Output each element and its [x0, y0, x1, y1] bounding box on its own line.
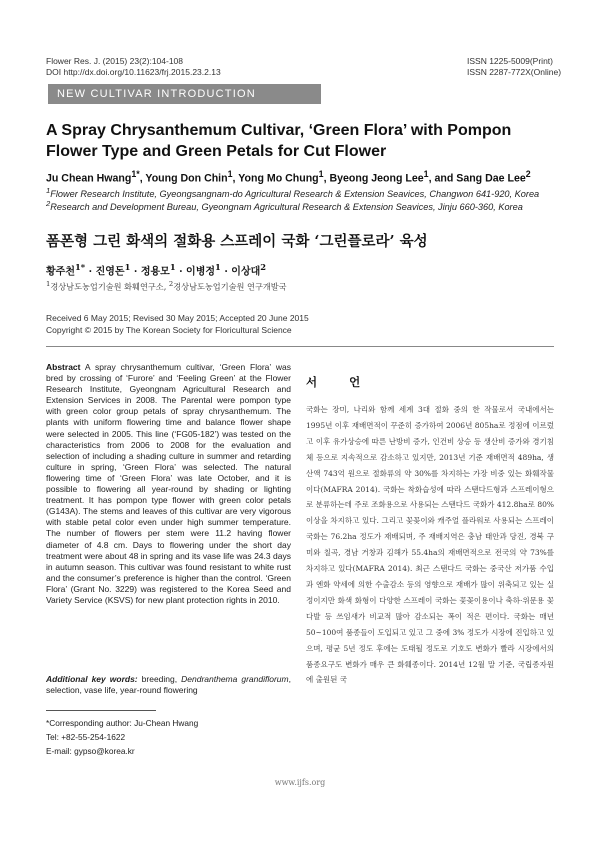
author-list: Ju Chean Hwang$^{1*}$, Young Don Chin$^1$, Yong Mo Chung$^1$, Byeong Jeong Lee$^1$, and Sang Dae Lee$^2$ — [46, 169, 531, 185]
korean-title: 폼폰형 그린 화색의 절화용 스프레이 국화 ‘그린플로라’ 육성 — [46, 233, 428, 250]
author-affiliation-mark: 1 — [423, 169, 429, 179]
introduction-heading: 서 언 — [306, 375, 375, 389]
corresponding-author-footnote — [46, 716, 198, 758]
affiliation-2: $^2$Research and Development Bureau, Gyeongnam Agricultural Research & Extension Seavices, Jinju 660-360, Korea — [46, 199, 523, 213]
author-name: Yong Mo Chung — [238, 172, 319, 185]
received-revised-accepted: Received 6 May 2015; Revised 30 May 2015; Accepted 20 June 2015 — [46, 313, 309, 323]
additional-keywords: Additional key words: breeding, Dendranthema grandiflorum, selection, vase life, year-round flowering — [46, 674, 291, 696]
affiliation-1: $^1$Flower Research Institute, Gyeongsangnam-do Agricultural Research & Extension Seavices, Changwon 641-920, Korea — [46, 186, 540, 200]
journal-website[interactable]: www.ijfs.org — [274, 778, 326, 787]
corresponding-author: *Corresponding author: Ju-Chean Hwang — [46, 718, 199, 728]
header-divider — [46, 346, 554, 347]
journal-reference: Flower Res. J. (2015) 23(2):104-108 — [46, 56, 184, 66]
abstract — [46, 362, 291, 606]
author-name: Sang Dae Lee — [456, 172, 526, 185]
introduction-body: 국화는 장미, 나리와 함께 세계 3대 절화 중의 한 작물로서 국내에서는 1995년 이후 재배면적이 꾸준히 증가하여 2006년 805ha로 정점에 이르렀고 이후 유가상승에 따른 난방비 증가, 인건비 상승 등 생산비 증가와 경기침체 등으로 지속적으로 감소하고 있지만, 2013년 기준 재배면적 489ha, 생산액 743억 원으로 절화류의 약 30%를 차지하는 가장 비중 있는 화훼작물이다(MAFRA 2014). 국화는 착화습성에 따라 스탠다드형과 스프레이형으로 분류하는데 주로 조화용으로 사용되는 스탠다드 국화가 412.8ha로 80% 이상을 차지하고 있다. 그리고 꽃꽂이와 캐주얼 플라워로 사용되는 스프레이 국화는 76.2ha 정도가 재배되며, 주 재배지역은 충남 태안과 당진, 경북 구미와 칠곡, 경남 거창과 김해가 55.4ha의 재배면적으로 전국의 약 73%를 차지하고 있다(MAFRA 2014). 최근 스탠다드 국화는 중국산 저가품 수입과 엔화 약세에 의한 수출감소 등의 영향으로 재배가 많이 위축되고 있는 실정이지만 화색 화형이 다양한 스프레이 국화는 꽃꽂이용이나 축하·위문용 꽃다발 등 쓰임새가 비교적 많아 감소되는 폭이 적은 편이다. 국화는 매년 50~100여 품종들이 도입되고 있고 그 중에 3% 정도가 시장에 진입하고 있으며, 평균 5년 정도 후에는 도태될 정도로 기호도 변화가 빨라 시장에서의 품종요구도 변화가 매우 큰 화훼종이다. 2014년 12월 말 기준, 국립종자원에 출원된 국 — [306, 405, 554, 685]
abstract-label: Abstract — [46, 362, 81, 372]
section-banner — [48, 84, 321, 104]
korean-author-list: 황주천$^{1*}$ · 진영돈$^1$ · 정용모$^1$ · 이병정$^1$ · 이상대$^2$ — [46, 262, 267, 278]
issn-info — [467, 56, 561, 78]
korean-affiliations: $^1$경상남도농업기술원 화훼연구소, $^2$경상남도농업기술원 연구개발국 — [46, 280, 287, 292]
telephone: Tel: +82-55-254-1622 — [46, 732, 126, 742]
issn-online: ISSN 2287-772X(Online) — [467, 67, 562, 77]
doi-link[interactable]: DOI http://dx.doi.org/10.11623/frj.2015.23.2.13 — [46, 67, 221, 77]
author-name: Ju Chean Hwang — [46, 172, 132, 185]
author-affiliation-mark: 1 — [227, 169, 233, 179]
journal-citation — [46, 56, 221, 78]
copyright-notice: Copyright © 2015 by The Korean Society for Floricultural Science — [46, 325, 292, 335]
author-affiliation-mark: 1 — [318, 169, 324, 179]
email-address[interactable]: E-mail: gypso@korea.kr — [46, 746, 135, 756]
keywords-label: Additional key words: — [46, 674, 138, 684]
section-banner-label: NEW CULTIVAR INTRODUCTION — [57, 88, 256, 100]
author-name: Byeong Jeong Lee — [329, 172, 424, 185]
article-dates — [46, 312, 309, 336]
author-name: Young Don Chin — [145, 172, 228, 185]
abstract-text: A spray chrysanthemum cultivar, ‘Green Flora’ was bred by crossing of ‘Furore’ and ‘Feeling Green’ at the Flower Research Institute, Gyeongnam Agricultural Research and Extension Services in 2008. The Parental were pompon type with green color group petals of spray chrysanthemum. The plants with uniform flowering time and balance flower shape were selected in 2005. This line (‘FG05-182’) was tested on the characteristics from 2006 to 2008 for the evaluation and selection of including a shading culture in summer and retarding culture in spring, ‘Green Flora’ was selected. The natural flowering time of ‘Green Flora’ was late October, and it is possible to flowering all year-round by shading or lighting treatment. It has pompon type flower with green color petals (G143A). The stems and leaves of this cultivar are very vigorous with stable petal color even under high summer temperature. The number of flowers per stem were 11.2 having flower diameter of 4.8 cm. Days to flowering under the short day treatment were about 48 in spring and its vase life was 24.3 days in autumn season. This cultivar was found resistant to white rust and the consumer’s preference is higher than the control. ‘Green Flora’ (Grant No. 3229) was registered to the Korea Seed and Variety Service (KSVS) for new plant protection rights in 2010. — [46, 362, 291, 605]
author-affiliation-mark: 2 — [525, 169, 531, 179]
author-affiliation-mark: 1* — [131, 169, 140, 179]
footnote-divider — [46, 710, 156, 711]
paper-title: A Spray Chrysanthemum Cultivar, ‘Green Flora’ with Pompon Flower Type and Green Petals for Cut Flower — [46, 122, 512, 160]
issn-print: ISSN 1225-5009(Print) — [467, 56, 553, 66]
